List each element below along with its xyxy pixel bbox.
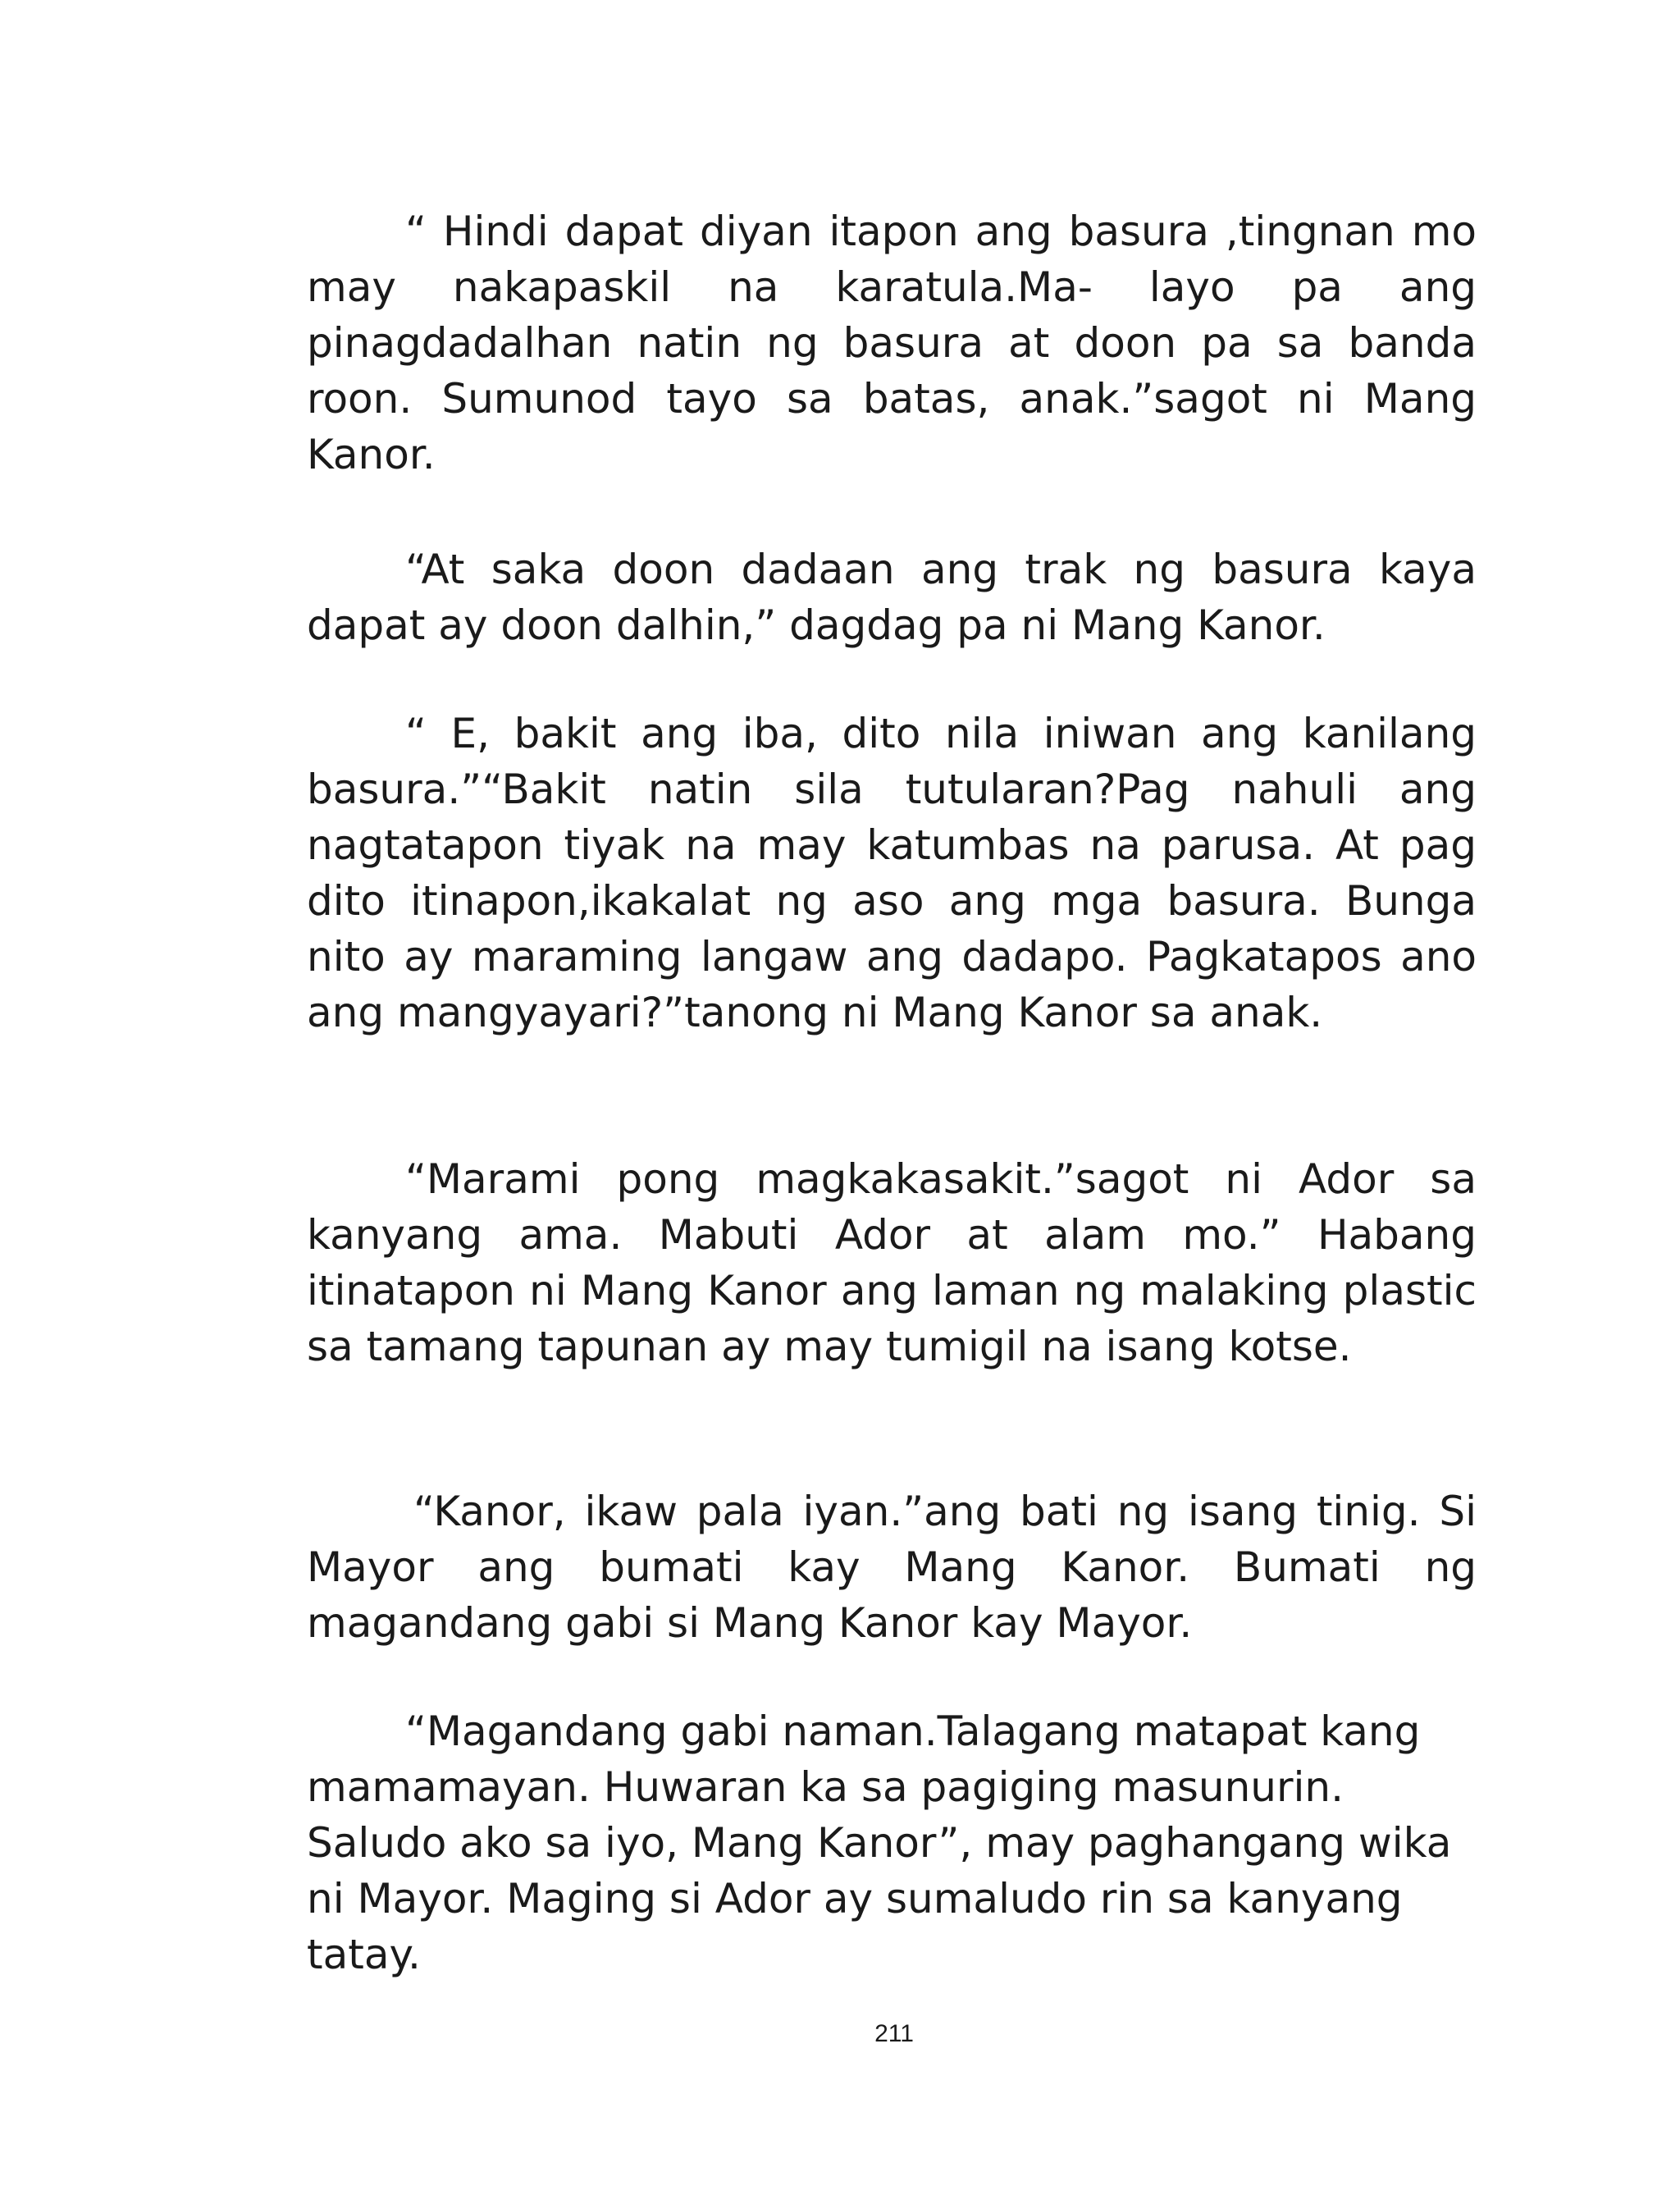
- paragraph-6: “Magandang gabi naman.Talagang matapat kang mamamayan. Huwaran ka sa pagiging masunurin. Saludo ako sa iyo, Mang Kanor”, may paghangang wika ni Mayor. Maging si Ador ay sumaludo rin sa kanyang tatay.: [307, 1708, 1452, 1978]
- paragraph-4: “Marami pong magkakasakit.”sagot ni Ador sa kanyang ama. Mabuti Ador at alam mo.” Habang itinatapon ni Mang Kanor ang laman ng malaking plastic sa tamang tapunan ay may tumigil na isang kotse.: [307, 1155, 1477, 1370]
- paragraph-2: “At saka doon dadaan ang trak ng basura kaya dapat ay doon dalhin,” dagdag pa ni Mang Kanor.: [307, 546, 1477, 649]
- paragraph-5: “Kanor, ikaw pala iyan.”ang bati ng isang tinig. Si Mayor ang bumati kay Mang Kanor. Bumati ng magandang gabi si Mang Kanor kay Mayor.: [307, 1488, 1477, 1647]
- paragraph-1: “ Hindi dapat diyan itapon ang basura ,tingnan mo may nakapaskil na karatula.Ma- layo pa ang pinagdadalhan natin ng basura at doon pa sa banda roon. Sumunod tayo sa batas, anak.”sagot ni Mang Kanor.: [307, 208, 1477, 478]
- page-number: 211: [874, 2020, 914, 2047]
- paragraph-3: “ E, bakit ang iba, dito nila iniwan ang kanilang basura.”“Bakit natin sila tutularan?Pag nahuli ang nagtatapon tiyak na may katumbas na parusa. At pag dito itinapon,ikakalat ng aso ang mga basura. Bunga nito ay maraming langaw ang dadapo. Pagkatapos ano ang mangyayari?”tanong ni Mang Kanor sa anak.: [307, 710, 1477, 1036]
